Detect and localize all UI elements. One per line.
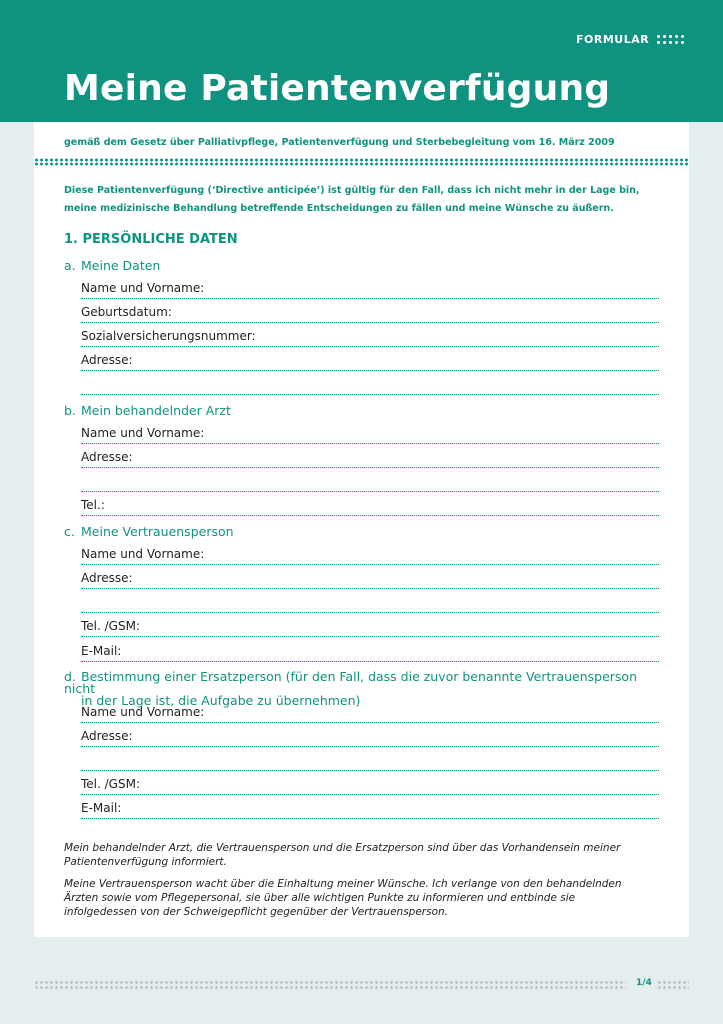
subsection-d-heading — [64, 671, 664, 707]
field-label: Geburtsdatum: — [81, 305, 172, 319]
field-label: Tel.: — [81, 498, 105, 512]
field-label: Tel. /GSM: — [81, 619, 140, 633]
field-label: Name und Vorname: — [81, 705, 205, 719]
field-d-address[interactable] — [81, 729, 659, 747]
field-a-birthdate[interactable] — [81, 305, 659, 323]
note-line: infolgedessen von der Schweigepflicht gegenüber der Vertrauensperson. — [64, 906, 448, 918]
field-b-address-cont[interactable] — [81, 474, 659, 492]
note-trust-person — [64, 877, 664, 919]
field-label: Adresse: — [81, 571, 133, 585]
intro-line-1: Diese Patientenverfügung (‘Directive anticipée’) ist gültig für den Fall, dass ich nicht mehr in der Lage bin, — [64, 185, 640, 196]
subsection-label: Meine Vertrauensperson — [81, 524, 234, 539]
subsection-letter: c. — [64, 524, 75, 539]
field-b-name[interactable] — [81, 426, 659, 444]
field-label: Adresse: — [81, 353, 133, 367]
field-label: Adresse: — [81, 729, 133, 743]
field-a-address-cont[interactable] — [81, 377, 659, 395]
field-a-address[interactable] — [81, 353, 659, 371]
subsection-label-line-1: Bestimmung einer Ersatzperson (für den Fall, dass die zuvor benannte Vertrauensperson nicht — [64, 669, 637, 696]
footer-dotted-line — [34, 980, 626, 990]
note-line: Mein behandelnder Arzt, die Vertrauensperson und die Ersatzperson sind über das Vorhandensein meiner — [64, 842, 621, 854]
field-c-address-cont[interactable] — [81, 595, 659, 613]
dotted-divider — [34, 158, 689, 166]
field-b-address[interactable] — [81, 450, 659, 468]
subsection-label: Mein behandelnder Arzt — [81, 403, 231, 418]
field-d-tel[interactable] — [81, 777, 659, 795]
field-a-name[interactable] — [81, 281, 659, 299]
subsection-label: Meine Daten — [81, 258, 161, 273]
page-title: Meine Patientenverfügung — [64, 68, 611, 109]
field-label: Sozialversicherungsnummer: — [81, 329, 256, 343]
field-a-social-security[interactable] — [81, 329, 659, 347]
dot-grid-icon — [657, 35, 684, 44]
field-label: Name und Vorname: — [81, 426, 205, 440]
intro-text — [64, 182, 674, 218]
field-c-address[interactable] — [81, 571, 659, 589]
subsection-letter: a. — [64, 258, 76, 273]
field-c-email[interactable] — [81, 644, 659, 662]
field-c-name[interactable] — [81, 547, 659, 565]
intro-line-2: meine medizinische Behandlung betreffende Entscheidungen zu fällen und meine Wünsche zu äußern. — [64, 203, 614, 214]
field-label: Name und Vorname: — [81, 281, 205, 295]
field-label: Adresse: — [81, 450, 133, 464]
field-label: E-Mail: — [81, 801, 122, 815]
field-b-tel[interactable] — [81, 498, 659, 516]
note-line: Meine Vertrauensperson wacht über die Einhaltung meiner Wünsche. Ich verlange von den behandelnden — [64, 878, 622, 890]
page-number: 1/4 — [636, 978, 652, 988]
field-d-name[interactable] — [81, 705, 659, 723]
subsection-letter: d. — [64, 669, 76, 684]
field-label: Tel. /GSM: — [81, 777, 140, 791]
section-title-personal-data: 1. PERSÖNLICHE DATEN — [64, 232, 238, 247]
field-label: Name und Vorname: — [81, 547, 205, 561]
field-d-address-cont[interactable] — [81, 753, 659, 771]
subsection-label-line-2: in der Lage ist, die Aufgabe zu übernehmen) — [81, 693, 361, 708]
footer-dotted-line-end — [657, 980, 689, 990]
note-line: Patientenverfügung informiert. — [64, 856, 227, 868]
field-d-email[interactable] — [81, 801, 659, 819]
formular-text: FORMULAR — [576, 33, 650, 46]
subsection-c-heading — [64, 524, 234, 539]
field-c-tel[interactable] — [81, 619, 659, 637]
subtitle: gemäß dem Gesetz über Palliativpflege, Patientenverfügung und Sterbebegleitung vom 16. März 2009 — [64, 137, 615, 148]
note-informed — [64, 841, 664, 869]
subsection-letter: b. — [64, 403, 76, 418]
note-line: Ärzten sowie vom Pflegepersonal, sie über alle wichtigen Punkte zu informieren und entbinde sie — [64, 892, 576, 904]
subsection-b-heading — [64, 403, 231, 418]
formular-label — [576, 33, 684, 46]
subsection-a-heading — [64, 258, 160, 273]
field-label: E-Mail: — [81, 644, 122, 658]
